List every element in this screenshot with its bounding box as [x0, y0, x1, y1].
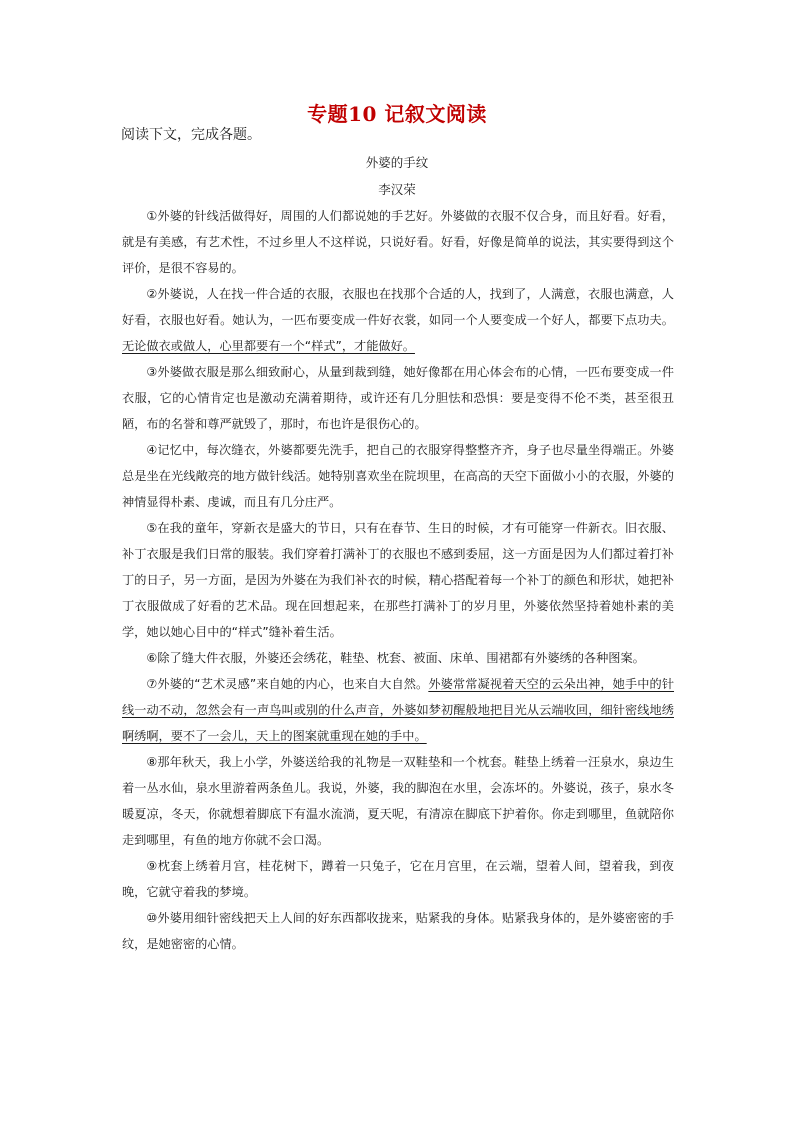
- paragraph-text: ④记忆中，每次缝衣，外婆都要先洗手，把自己的衣服穿得整整齐齐，身子也尽量坐得端正。外婆总是坐在光线敞亮的地方做针线活。她特别喜欢坐在院坝里，在高高的天空下面做小小的衣服，外婆的神情显得朴素、虔诚，而且有几分庄严。: [122, 443, 674, 509]
- passage-body: [122, 203, 674, 957]
- page-title: 专题10 记叙文阅读: [307, 102, 487, 126]
- paragraph-text: ①外婆的针线活做得好，周围的人们都说她的手艺好。外婆做的衣服不仅合身，而且好看。好看，就是有美感，有艺术性，不过乡里人不这样说，只说好看。好看，好像是简单的说法，其实要得到这个评价，是很不容易的。: [122, 209, 674, 275]
- paragraph-text: ⑨枕套上绣着月宫，桂花树下，蹲着一只兔子，它在月宫里，在云端，望着人间，望着我，到夜晚，它就守着我的梦境。: [122, 859, 674, 899]
- paragraph-4: [122, 437, 674, 515]
- instruction-text: 阅读下文，完成各题。: [121, 127, 261, 143]
- paragraph-text: ⑩外婆用细针密线把天上人间的好东西都收拢来，贴紧我的身体。贴紧我身体的，是外婆密密的手纹，是她密密的心情。: [122, 911, 674, 951]
- paragraph-text: ⑤在我的童年，穿新衣是盛大的节日，只有在春节、生日的时候，才有可能穿一件新衣。旧衣服、补丁衣服是我们日常的服装。我们穿着打满补丁的衣服也不感到委屈，这一方面是因为人们都过着打补丁的日子，另一方面，是因为外婆在为我们补衣的时候，精心搭配着每一个补丁的颜色和形状，她把补丁衣服做成了好看的艺术品。现在回想起来，在那些打满补丁的岁月里，外婆依然坚持着她朴素的美学，她以她心目中的“样式”缝补着生活。: [122, 521, 674, 639]
- paragraph-2: [122, 281, 674, 359]
- paragraph-text: ③外婆做衣服是那么细致耐心，从量到裁到缝，她好像都在用心体会布的心情，一匹布要变成一件衣服，它的心情肯定也是激动充满着期待，或许还有几分胆怯和恐惧：要是变得不伦不类，甚至很丑陋，布的名誉和尊严就毁了，那时，布也许是很伤心的。: [122, 365, 674, 431]
- paragraph-text: ⑦外婆的“艺术灵感”来自她的内心，也来自大自然。: [146, 677, 429, 691]
- passage-author: 李汉荣: [378, 182, 416, 197]
- paragraph-text: ②外婆说，人在找一件合适的衣服，衣服也在找那个合适的人，找到了，人满意，衣服也满意，人好看，衣服也好看。她认为，一匹布要变成一件好衣裳，如同一个人要变成一个好人，都要下点功夫。: [122, 287, 674, 327]
- paragraph-9: [122, 853, 674, 905]
- paragraph-7: [122, 671, 674, 749]
- paragraph-1: [122, 203, 674, 281]
- paragraph-text: ⑥除了缝大件衣服，外婆还会绣花，鞋垫、枕套、被面、床单、围裙都有外婆绣的各种图案。: [146, 651, 645, 665]
- paragraph-3: [122, 359, 674, 437]
- passage-title: 外婆的手纹: [365, 155, 429, 170]
- paragraph-5: [122, 515, 674, 645]
- paragraph-text: ⑧那年秋天，我上小学，外婆送给我的礼物是一双鞋垫和一个枕套。鞋垫上绣着一汪泉水，泉边生着一丛水仙，泉水里游着两条鱼儿。我说，外婆，我的脚泡在水里，会冻坏的。外婆说，孩子，泉水冬暖夏凉，冬天，你就想着脚底下有温水流淌，夏天呢，有清凉在脚底下护着你。你走到哪里，鱼就陪你走到哪里，有鱼的地方你就不会口渴。: [122, 755, 674, 847]
- paragraph-10: [122, 905, 674, 957]
- paragraph-8: [122, 749, 674, 853]
- underlined-sentence: 无论做衣或做人，心里都要有一个“样式”，才能做好。: [122, 339, 415, 353]
- underlined-sentence: 外婆常常凝视着天空的云朵出神，她手中的针线一动不动，忽然会有一声鸟叫或别的什么声音，外婆如梦初醒般地把目光从云端收回，细针密线地绣啊绣啊，要不了一会儿，天上的图案就重现在她的手中。: [122, 677, 675, 743]
- paragraph-6: [122, 645, 674, 671]
